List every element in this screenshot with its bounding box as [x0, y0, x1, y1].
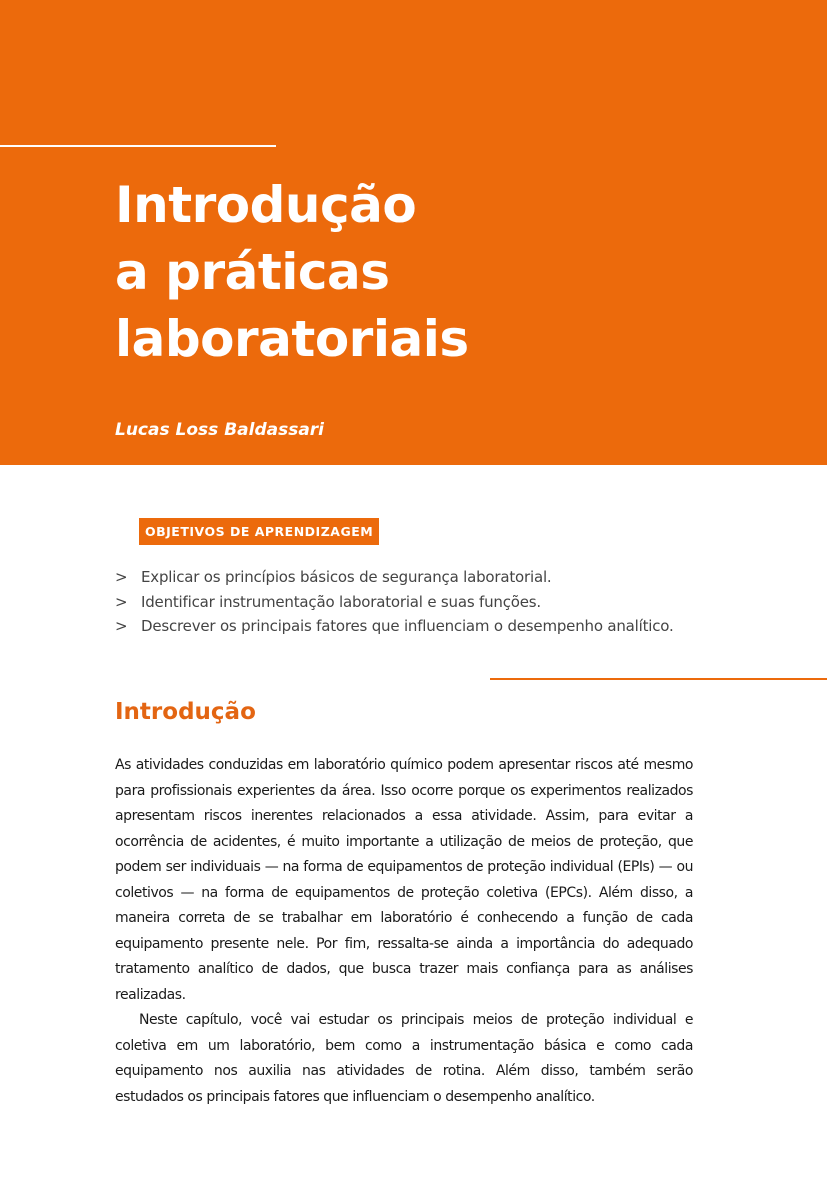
body-paragraph: As atividades conduzidas em laboratório químico podem apresentar riscos até mesmo para profissionais experientes da área. Isso ocorre porque os experimentos realizados apresentam riscos inerentes relacionados a essa atividade. Assim, para evitar a ocorrência de acidentes, é muito importante a utilização de meios de proteção, que podem ser individuais — na forma de equipamentos de proteção individual (EPIs) — ou coletivos — na forma de equipamentos de proteção coletiva (EPCs). Além disso, a maneira correta de se trabalhar em laboratório é conhecendo a função de cada equipamento presente nele. Por fim, ressalta-se ainda a importância do adequado tratamento analítico de dados, que busca trazer mais confiança para as análises realizadas.	[115, 757, 693, 1003]
objective-text: Identificar instrumentação laboratorial e suas funções.	[141, 592, 541, 611]
objective-item	[115, 565, 755, 590]
objectives-list	[115, 565, 755, 639]
banner-divider	[0, 145, 276, 147]
objective-text: Explicar os princípios básicos de segurança laboratorial.	[141, 568, 552, 586]
chapter-title	[115, 172, 469, 373]
objective-item	[115, 614, 755, 639]
chapter-title-line: laboratoriais	[115, 310, 469, 368]
objective-text: Descrever os principais fatores que influenciam o desempenho analítico.	[141, 617, 674, 635]
chapter-author: Lucas Loss Baldassari	[115, 420, 325, 440]
chapter-title-line: Introdução	[115, 176, 417, 234]
chapter-title-line: a práticas	[115, 243, 390, 301]
chevron-right-icon: >	[115, 568, 128, 586]
chapter-banner	[0, 0, 827, 465]
section-heading: Introdução	[115, 699, 256, 725]
objectives-label: OBJETIVOS DE APRENDIZAGEM	[139, 518, 379, 545]
chevron-right-icon: >	[115, 617, 128, 635]
section-divider	[490, 678, 827, 680]
section-body	[115, 753, 693, 1110]
chevron-right-icon: >	[115, 592, 128, 611]
body-paragraph: Neste capítulo, você vai estudar os principais meios de proteção individual e coletiva em um laboratório, bem como a instrumentação básica e como cada equipamento nos auxilia nas atividades de rotina. Além disso, também serão estudados os principais fatores que influenciam o desempenho analítico.	[115, 1012, 693, 1105]
objective-item	[115, 590, 755, 615]
